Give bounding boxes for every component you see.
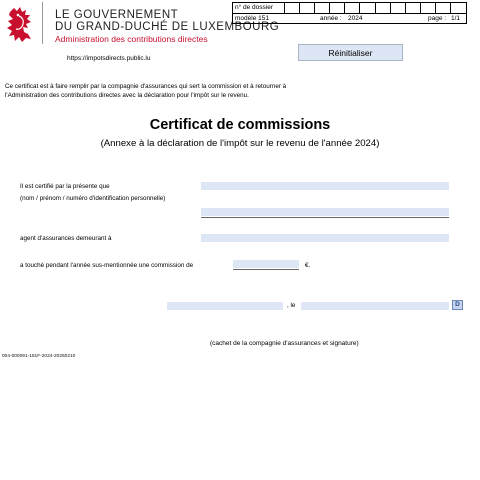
year-label: année : bbox=[320, 15, 342, 22]
currency-label: €. bbox=[305, 262, 311, 269]
website-url: https://impotsdirects.public.lu bbox=[67, 55, 151, 62]
identity-field[interactable] bbox=[201, 208, 449, 216]
date-picker-button[interactable]: D bbox=[452, 300, 463, 310]
date-prefix-label: , le bbox=[287, 302, 296, 309]
signature-caption: (cachet de la compagnie d'assurances et signature) bbox=[210, 340, 359, 347]
dossier-digit-cell[interactable] bbox=[314, 2, 329, 13]
certified-person-field[interactable] bbox=[201, 182, 449, 190]
dossier-number-label: n° de dossier bbox=[235, 4, 274, 11]
agent-address-field[interactable] bbox=[201, 234, 449, 242]
header-divider bbox=[232, 13, 467, 14]
dossier-number-cells[interactable] bbox=[284, 2, 465, 13]
government-name-line2: DU GRAND-DUCHÉ DE LUXEMBOURG bbox=[55, 21, 280, 33]
dossier-digit-cell[interactable] bbox=[390, 2, 405, 13]
administration-name: Administration des contributions directes bbox=[55, 34, 208, 44]
place-field[interactable] bbox=[167, 302, 283, 310]
page-value: 1/1 bbox=[451, 15, 461, 22]
dossier-digit-cell[interactable] bbox=[299, 2, 314, 13]
luxembourg-lion-logo-icon bbox=[4, 6, 36, 44]
page-label: page : bbox=[428, 15, 447, 22]
logo-separator bbox=[42, 2, 43, 44]
identity-underline bbox=[201, 217, 449, 218]
dossier-digit-cell[interactable] bbox=[375, 2, 390, 13]
dossier-digit-cell[interactable] bbox=[359, 2, 374, 13]
dossier-digit-cell[interactable] bbox=[344, 2, 359, 13]
agent-address-label: agent d'assurances demeurant à bbox=[20, 235, 112, 242]
dossier-digit-cell[interactable] bbox=[420, 2, 435, 13]
commission-amount-field[interactable] bbox=[233, 260, 299, 268]
certified-label: Il est certifié par la présente que bbox=[20, 183, 110, 190]
page-title: Certificat de commissions bbox=[149, 117, 331, 133]
year-value: 2024 bbox=[348, 15, 363, 22]
commission-label: a touché pendant l'année sus-mentionnée une commission de bbox=[20, 262, 194, 269]
government-name-line1: LE GOUVERNEMENT bbox=[55, 9, 179, 21]
dossier-digit-cell[interactable] bbox=[450, 2, 465, 13]
dossier-digit-cell[interactable] bbox=[329, 2, 344, 13]
dossier-digit-cell[interactable] bbox=[284, 2, 299, 13]
document-reference: 004-000091-151F-2024-20250210 bbox=[2, 354, 76, 359]
intro-text-line1: Ce certificat est à faire remplir par la compagnie d'assurances qui sert la commission et à retourner à bbox=[5, 83, 287, 90]
identity-label: (nom / prénom / numéro d'identification personnelle) bbox=[20, 195, 166, 202]
commission-underline bbox=[233, 269, 299, 270]
dossier-digit-cell[interactable] bbox=[405, 2, 420, 13]
reset-button[interactable]: Réinitialiser bbox=[298, 44, 403, 61]
page-subtitle: (Annexe à la déclaration de l'impôt sur le revenu de l'année 2024) bbox=[100, 138, 380, 149]
intro-text-line2: l'Administration des contributions directes avec la déclaration pour l'impôt sur le revenu. bbox=[5, 92, 249, 99]
form-model: modèle 151 bbox=[235, 15, 269, 22]
dossier-digit-cell[interactable] bbox=[435, 2, 450, 13]
date-field[interactable] bbox=[301, 302, 449, 310]
